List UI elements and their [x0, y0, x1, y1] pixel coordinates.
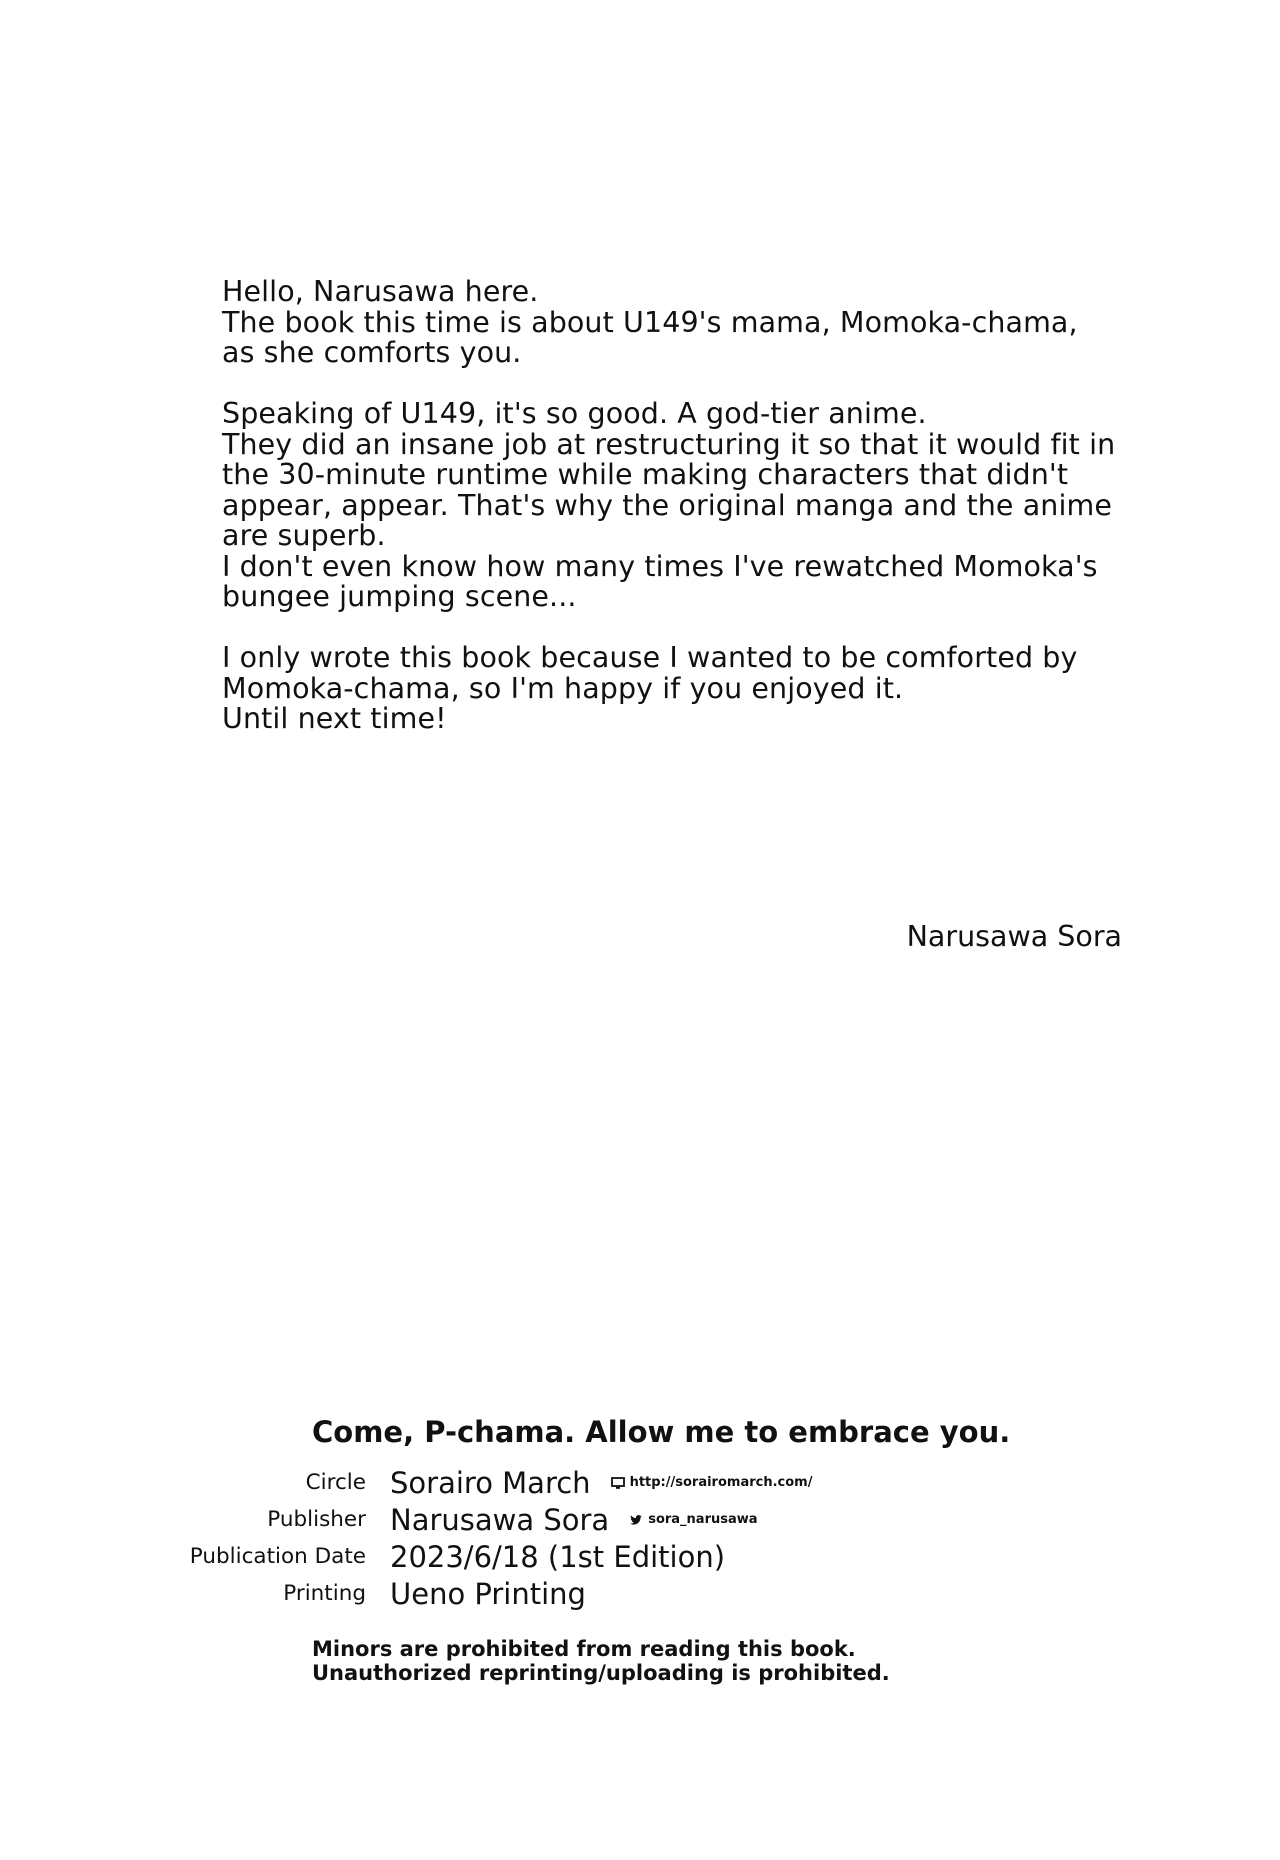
row-value: Narusawa Sora — [390, 1502, 610, 1537]
legal-notice — [312, 1637, 890, 1685]
text-line: the 30-minute runtime while making characters that didn't — [222, 458, 1069, 491]
row-value: 2023/6/18 (1st Edition) — [390, 1539, 726, 1574]
colophon-row-circle — [160, 1464, 860, 1501]
text-line: Momoka-chama, so I'm happy if you enjoyed it. — [222, 671, 904, 705]
row-value: Ueno Printing — [390, 1576, 586, 1611]
twitter-handle: sora_narusawa — [648, 1512, 758, 1527]
text-line: are superb. — [222, 519, 386, 552]
row-value: Sorairo March — [390, 1465, 591, 1500]
afterword-text — [222, 277, 1142, 765]
text-line: as she comforts you. — [222, 336, 522, 369]
text-line: bungee jumping scene... — [222, 580, 577, 613]
text-line: appear, appear. That's why the original manga and the anime — [222, 488, 1112, 522]
text-line: They did an insane job at restructuring it so that it would fit in — [222, 427, 1116, 461]
row-label: Publisher — [267, 1507, 366, 1532]
afterword-paragraph — [222, 399, 1142, 613]
text-line: I only wrote this book because I wanted to be comforted by — [222, 641, 1078, 674]
row-label: Publication Date — [189, 1544, 366, 1569]
notice-line: Unauthorized reprinting/uploading is prohibited. — [312, 1661, 890, 1685]
colophon-row-publication-date — [160, 1538, 860, 1575]
twitter-handle-link[interactable] — [629, 1512, 757, 1527]
text-line: Hello, Narusawa here. — [222, 275, 539, 308]
text-line: Until next time! — [222, 702, 447, 735]
notice-line: Minors are prohibited from reading this book. — [312, 1637, 856, 1661]
colophon-row-printing — [160, 1575, 860, 1612]
colophon-row-publisher — [160, 1501, 860, 1538]
text-line: I don't even know how many times I've rewatched Momoka's — [222, 549, 1098, 583]
monitor-icon — [611, 1476, 625, 1490]
website-url: http://sorairomarch.com/ — [629, 1475, 813, 1490]
row-label: Printing — [283, 1581, 366, 1606]
twitter-bird-icon — [629, 1513, 643, 1527]
website-link[interactable] — [611, 1475, 813, 1490]
book-title: Come, P-chama. Allow me to embrace you. — [312, 1415, 1011, 1449]
afterword-paragraph — [222, 277, 1142, 369]
text-line: The book this time is about U149's mama, Momoka-chama, — [222, 305, 1078, 339]
author-signature: Narusawa Sora — [906, 920, 1122, 953]
row-label: Circle — [305, 1470, 366, 1495]
colophon-table — [160, 1464, 860, 1612]
text-line: Speaking of U149, it's so good. A god-tier anime. — [222, 397, 927, 430]
afterword-paragraph — [222, 643, 1142, 735]
